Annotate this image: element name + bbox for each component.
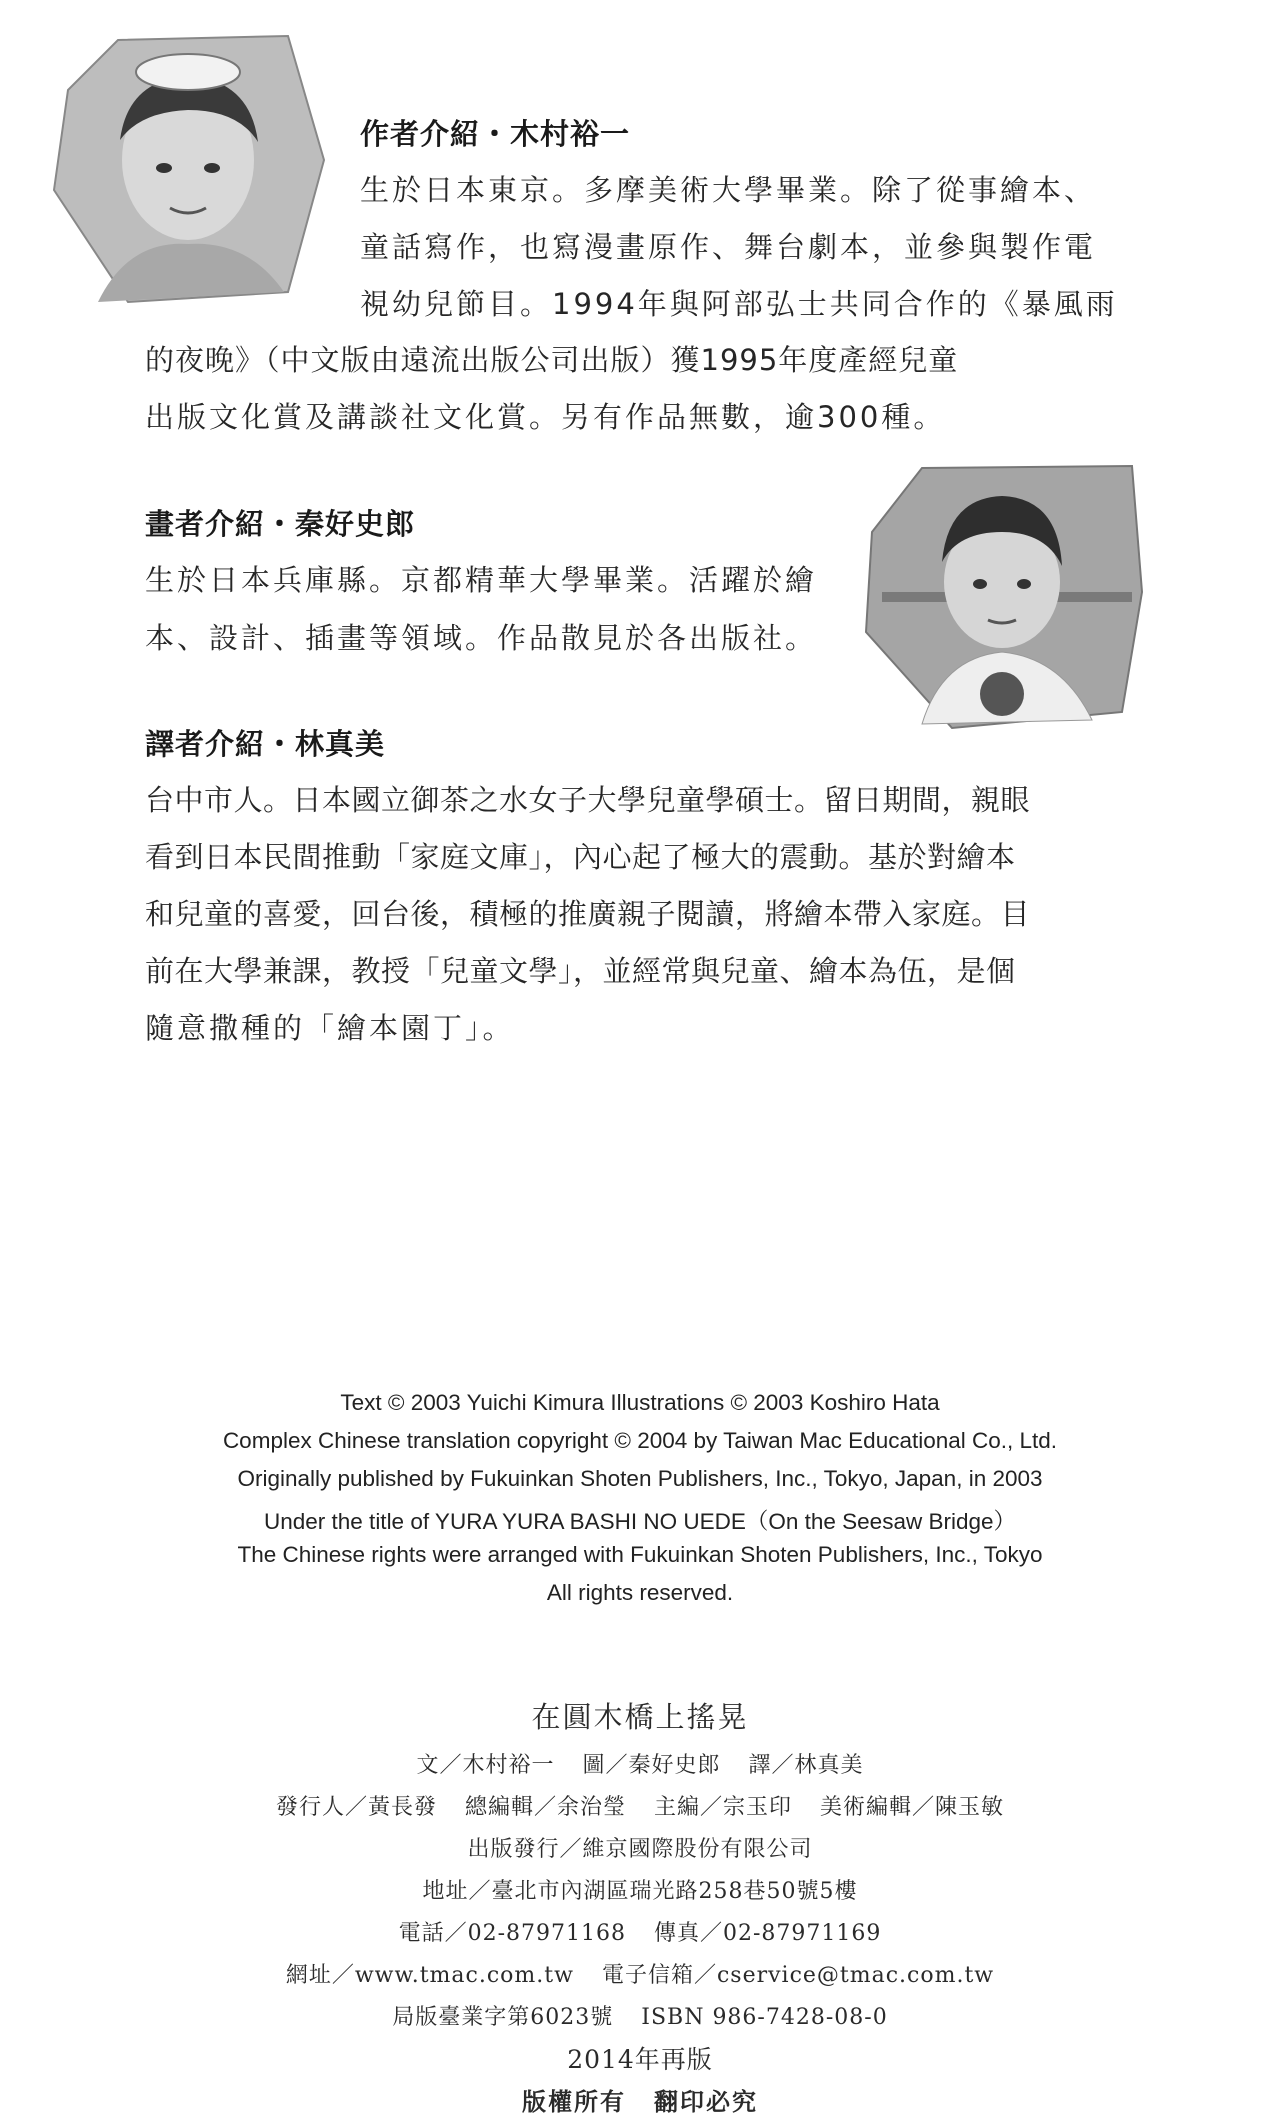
rights-line xyxy=(0,2082,1280,2117)
publisher-line: 出版發行／維京國際股份有限公司 xyxy=(467,1837,813,1862)
fax-number: 傳真／02-87971169 xyxy=(654,1921,882,1946)
credits-line xyxy=(0,1748,1280,1779)
website-link[interactable]: 網址／www.tmac.com.tw xyxy=(285,1963,574,1988)
staff-editor-in-chief: 總編輯／余治瑩 xyxy=(464,1795,626,1820)
translator-bio-line-2: 看到日本民間推動「家庭文庫」，內心起了極大的震動。基於對繪本 xyxy=(145,840,1016,874)
copyright-line-3: Originally published by Fukuinkan Shoten Publishers, Inc., Tokyo, Japan, in 2003 xyxy=(237,1466,1043,1491)
staff-publisher: 發行人／黃長發 xyxy=(275,1795,437,1820)
phone-number: 電話／02-87971168 xyxy=(398,1921,626,1946)
translator-bio-line-3: 和兒童的喜愛，回台後，積極的推廣親子閱讀，將繪本帶入家庭。目 xyxy=(145,897,1031,931)
reproduction-prohibited: 翻印必究 xyxy=(654,2088,758,2116)
copyright-line-1: Text © 2003 Yuichi Kimura Illustrations © 2003 Koshiro Hata xyxy=(340,1390,940,1415)
copyright-line-6: All rights reserved. xyxy=(546,1580,734,1605)
author-bio-line-5: 出版文化賞及講談社文化賞。另有作品無數，逾300種。 xyxy=(145,400,946,434)
web-email-line xyxy=(0,1958,1280,1989)
translator-heading: 譯者介紹・林真美 xyxy=(145,727,386,761)
credit-illustrator: 圖／秦好史郎 xyxy=(582,1753,721,1778)
illustrator-photo xyxy=(862,462,1144,732)
license-number: 局版臺業字第6023號 xyxy=(392,2005,614,2030)
credit-author: 文／木村裕一 xyxy=(416,1753,555,1778)
phone-fax-line xyxy=(0,1916,1280,1947)
author-bio-line-3: 視幼兒節目。1994年與阿部弘士共同合作的《暴風雨 xyxy=(360,287,1118,321)
rights-reserved: 版權所有 xyxy=(522,2088,626,2116)
author-bio-line-4: 的夜晚》（中文版由遠流出版公司出版）獲1995年度產經兒童 xyxy=(145,343,959,377)
translator-bio-line-4: 前在大學兼課，教授「兒童文學」，並經常與兒童、繪本為伍，是個 xyxy=(145,954,1016,988)
copyright-line-5: The Chinese rights were arranged with Fukuinkan Shoten Publishers, Inc., Tokyo xyxy=(237,1542,1043,1567)
staff-editor: 主編／宗玉印 xyxy=(654,1795,793,1820)
author-bio-line-1: 生於日本東京。多摩美術大學畢業。除了從事繪本、 xyxy=(360,173,1097,207)
author-heading: 作者介紹・木村裕一 xyxy=(360,117,631,151)
author-photo xyxy=(48,30,328,310)
book-title: 在圓木橋上搖晃 xyxy=(531,1700,749,1734)
translator-bio-line-5: 隨意撒種的「繪本園丁」。 xyxy=(145,1011,515,1045)
illustrator-bio-line-2: 本、設計、插畫等領域。作品散見於各出版社。 xyxy=(145,621,818,655)
isbn-number: ISBN 986-7428-08-0 xyxy=(641,2005,888,2030)
copyright-line-2: Complex Chinese translation copyright © 2004 by Taiwan Mac Educational Co., Ltd. xyxy=(222,1428,1058,1453)
address-line: 地址／臺北市內湖區瑞光路258巷50號5樓 xyxy=(422,1879,858,1904)
illustrator-bio-line-1: 生於日本兵庫縣。京都精華大學畢業。活躍於繪 xyxy=(145,563,818,597)
edition-line: 2014年再版 xyxy=(567,2045,713,2074)
staff-line xyxy=(0,1790,1280,1821)
credit-translator: 譯／林真美 xyxy=(748,1753,864,1778)
license-isbn-line xyxy=(0,2000,1280,2031)
translator-bio-line-1: 台中市人。日本國立御茶之水女子大學兒童學碩士。留日期間，親眼 xyxy=(145,783,1031,817)
email-link[interactable]: 電子信箱／cservice@tmac.com.tw xyxy=(601,1963,995,1988)
illustrator-heading: 畫者介紹・秦好史郎 xyxy=(145,507,416,541)
staff-art-editor: 美術編輯／陳玉敏 xyxy=(820,1795,1005,1820)
author-bio-line-2: 童話寫作，也寫漫畫原作、舞台劇本，並參與製作電 xyxy=(360,230,1097,264)
copyright-line-4: Under the title of YURA YURA BASHI NO UEDE（On the Seesaw Bridge） xyxy=(264,1509,1016,1534)
